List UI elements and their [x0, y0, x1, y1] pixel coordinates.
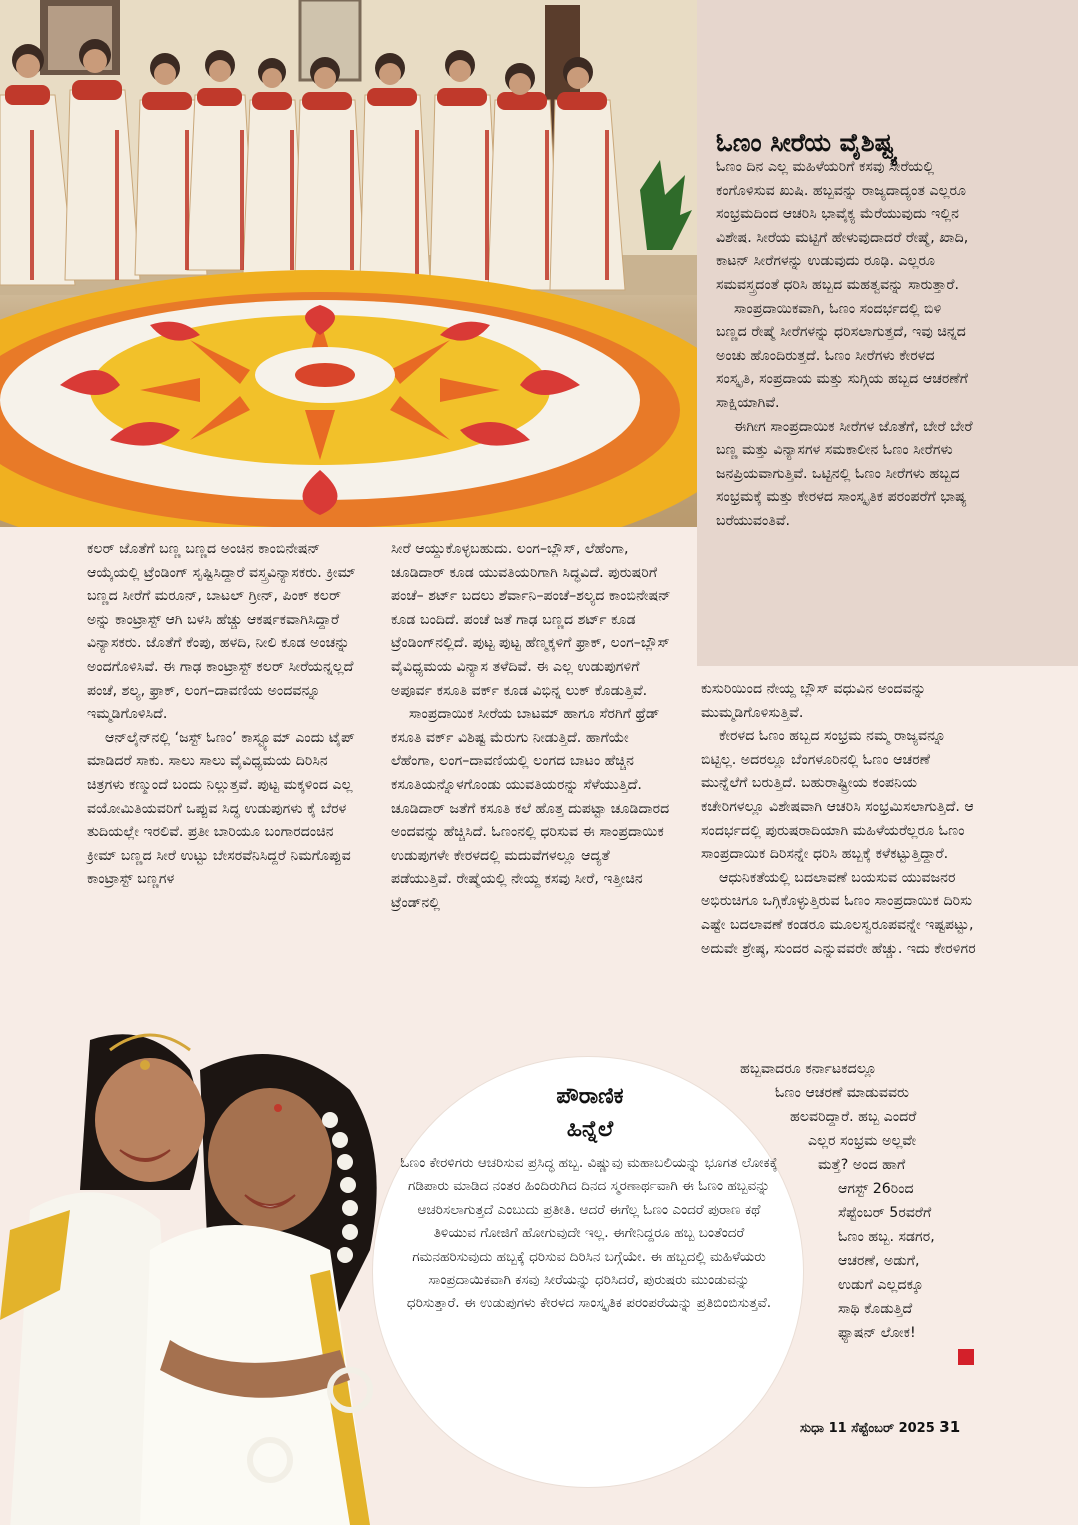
article-paragraph: ಆನ್‌ಲೈನ್‌ನಲ್ಲಿ ‘ಜಸ್ಟ್ ಓಣಂ’ ಕಾಸ್ಟ್ಯೂಮ್ ಎಂದು ಟೈಪ್ ಮಾಡಿದರೆ ಸಾಕು. ಸಾಲು ಸಾಲು ವೈವಿಧ್ಯಮಯ ದಿರಿಸಿನ ಚಿತ್ರಗಳು ಕಣ್ಮುಂದೆ ಬಂದು ನಿಲ್ಲುತ್ತವೆ. ಪುಟ್ಟ ಮಕ್ಕಳಿಂದ ಎಲ್ಲ ವಯೋಮಿತಿಯವರಿಗೆ ಒಪ್ಪುವ ಸಿದ್ಧ ಉಡುಪುಗಳು ಕೈ ಬೆರಳ ತುದಿಯಲ್ಲೇ ಇರಲಿವೆ. ಪ್ರತೀ ಬಾರಿಯೂ ಬಂಗಾರದಂಚಿನ ಕ್ರೀಮ್ ಬಣ್ಣದ ಸೀರೆ ಉಟ್ಟು ಬೇಸರವೆನಿಸಿದ್ದರೆ ನಿಮಗೊಪ್ಪುವ ಕಾಂಟ್ರಾಸ್ಟ್ ಬಣ್ಣಗಳ	[87, 729, 355, 888]
magazine-name: ಸುಧಾ	[800, 1421, 825, 1436]
article-paragraph: ಆಧುನಿಕತೆಯಲ್ಲಿ ಬದಲಾವಣೆ ಬಯಸುವ ಯುವಜನರ ಅಭಿರುಚಿಗೂ ಒಗ್ಗಿಕೊಳ್ಳುತ್ತಿರುವ ಓಣಂ ಸಾಂಪ್ರದಾಯಿಕ ದಿರಿಸು ಎಷ್ಟೇ ಬದಲಾವಣೆ ಕಂಡರೂ ಮೂಲಸ್ವರೂಪವನ್ನೇ ಇಷ್ಟಪಟ್ಟು, ಅದುವೇ ಶ್ರೇಷ್ಠ, ಸುಂದರ ಎನ್ನುವವರೇ ಹೆಚ್ಚು. ಇದು ಕೇರಳಿಗರ	[701, 869, 976, 957]
article-paragraph: ಕೇರಳದ ಓಣಂ ಹಬ್ಬದ ಸಂಭ್ರಮ ನಮ್ಮ ರಾಜ್ಯವನ್ನೂ ಬಿಟ್ಟಿಲ್ಲ. ಅದರಲ್ಲೂ ಬೆಂಗಳೂರಿನಲ್ಲಿ ಓಣಂ ಆಚರಣೆ ಮುನ್ನೆಲೆಗೆ ಬರುತ್ತಿದೆ. ಬಹುರಾಷ್ಟ್ರೀಯ ಕಂಪನಿಯ ಕಚೇರಿಗಳಲ್ಲೂ ವಿಶೇಷವಾಗಿ ಆಚರಿಸಿ ಸಂಭ್ರಮಿಸಲಾಗುತ್ತಿದೆ. ಆ ಸಂದರ್ಭದಲ್ಲಿ ಪುರುಷರಾದಿಯಾಗಿ ಮಹಿಳೆಯರೆಲ್ಲರೂ ಓಣಂ ಸಾಂಪ್ರದಾಯಿಕ ದಿರಿಸನ್ನೇ ಧರಿಸಿ ಹಬ್ಬಕ್ಕೆ ಕಳೆಕಟ್ಟುತ್ತಿದ್ದಾರೆ.	[701, 728, 974, 863]
article-column-1	[87, 538, 362, 892]
article-line: ಫ್ಯಾಷನ್ ಲೋಕ!	[838, 1325, 916, 1341]
page-footer	[800, 1418, 960, 1436]
article-line: ಆಗಸ್ಟ್ 26ರಿಂದ	[838, 1181, 914, 1197]
article-line: ಹಲವರಿದ್ದಾರೆ. ಹಬ್ಬ ಎಂದರೆ	[790, 1109, 917, 1125]
article-paragraph: ಸಾಂಪ್ರದಾಯಿಕ ಸೀರೆಯ ಬಾಟಮ್ ಹಾಗೂ ಸೆರಗಿಗೆ ಥ್ರೆಡ್ ಕಸೂತಿ ವರ್ಕ್ ವಿಶಿಷ್ಟ ಮೆರುಗು ನೀಡುತ್ತಿದೆ. ಹಾಗೆಯೇ ಲೆಹೆಂಗಾ, ಲಂಗ–ದಾವಣಿಯಲ್ಲಿ ಲಂಗದ ಬಾಟಂ ಹೆಚ್ಚಿನ ಕಸೂತಿಯನ್ನೊಳಗೊಂಡು ಯುವತಿಯರನ್ನು ಸೆಳೆಯುತ್ತಿದೆ. ಚೂಡಿದಾರ್ ಜತೆಗೆ ಕಸೂತಿ ಕಲೆ ಹೊತ್ತ ದುಪಟ್ಟಾ ಚೂಡಿದಾರದ ಅಂದವನ್ನು ಹೆಚ್ಚಿಸಿದೆ. ಓಣಂನಲ್ಲಿ ಧರಿಸುವ ಈ ಸಾಂಪ್ರದಾಯಿಕ ಉಡುಪುಗಳೇ ಕೇರಳದಲ್ಲಿ ಮದುವೆಗಳಲ್ಲೂ ಆದ್ಯತೆ ಪಡೆಯುತ್ತಿವೆ. ರೇಷ್ಮೆಯಲ್ಲಿ ನೇಯ್ದ ಕಸವು ಸೀರೆ, ಇತ್ತೀಚಿನ ಟ್ರೆಂಡ್‌ನಲ್ಲಿ	[391, 706, 670, 911]
box-body: ಓಣಂ ಕೇರಳಿಗರು ಆಚರಿಸುವ ಪ್ರಸಿದ್ಧ ಹಬ್ಬ. ವಿಷ್ಣುವು ಮಹಾಬಲಿಯನ್ನು ಭೂಗತ ಲೋಕಕ್ಕೆ ಗಡಿಪಾರು ಮಾಡಿದ ನಂತರ ಹಿಂದಿರುಗಿದ ದಿನದ ಸ್ಮರಣಾರ್ಥವಾಗಿ ಈ ಓಣಂ ಹಬ್ಬವನ್ನು ಆಚರಿಸಲಾಗುತ್ತದೆ ಎಂಬುದು ಪ್ರತೀತಿ. ಆದರೆ ಈಗೆಲ್ಲ ಓಣಂ ಎಂದರೆ ಪುರಾಣ ಕಥೆ ತಿಳಿಯುವ ಗೋಜಿಗೆ ಹೋಗುವುದೇ ಇಲ್ಲ. ಈಗೇನಿದ್ದರೂ ಹಬ್ಬ ಬಂತೆಂದರೆ ಗಮನಹರಿಸುವುದು ಹಬ್ಬಕ್ಕೆ ಧರಿಸುವ ದಿರಿಸಿನ ಬಗ್ಗೆಯೇ. ಈ ಹಬ್ಬದಲ್ಲಿ ಮಹಿಳೆಯರು ಸಾಂಪ್ರದಾಯಿಕವಾಗಿ ಕಸವು ಸೀರೆಯನ್ನು ಧರಿಸಿದರೆ, ಪುರುಷರು ಮುಂಡುವನ್ನು ಧರಿಸುತ್ತಾರೆ. ಈ ಉಡುಪುಗಳು ಕೇರಳದ ಸಾಂಸ್ಕೃತಿಕ ಪರಂಪರೆಯನ್ನು ಪ್ರತಿಬಿಂಬಿಸುತ್ತವೆ.	[400, 1155, 778, 1312]
sidebar-paragraph: ಸಾಂಪ್ರದಾಯಿಕವಾಗಿ, ಓಣಂ ಸಂದರ್ಭದಲ್ಲಿ ಬಿಳಿ ಬಣ್ಣದ ರೇಷ್ಮೆ ಸೀರೆಗಳನ್ನು ಧರಿಸಲಾಗುತ್ತದೆ, ಇವು ಚಿನ್ನದ ಅಂಚು ಹೊಂದಿರುತ್ತದೆ. ಓಣಂ ಸೀರೆಗಳು ಕೇರಳದ ಸಂಸ್ಕೃತಿ, ಸಂಪ್ರದಾಯ ಮತ್ತು ಸುಗ್ಗಿಯ ಹಬ್ಬದ ಆಚರಣೆಗೆ ಸಾಕ್ಷಿಯಾಗಿವೆ.	[716, 300, 968, 411]
end-marker	[958, 1349, 974, 1365]
sidebar-body	[716, 156, 976, 534]
box-title-line: ಪೌರಾಣಿಕ	[556, 1083, 624, 1109]
photo-illustration	[0, 0, 697, 527]
article-column-2	[391, 538, 671, 916]
box-title-line: ಹಿನ್ನೆಲೆ	[566, 1116, 614, 1142]
article-line: ಹಬ್ಬವಾದರೂ ಕರ್ನಾಟಕದಲ್ಲೂ	[740, 1061, 877, 1077]
article-paragraph: ಕುಸುರಿಯಿಂದ ನೇಯ್ದ ಬ್ಲೌಸ್ ವಧುವಿನ ಅಂದವನ್ನು ಮುಮ್ಮಡಿಗೊಳಿಸುತ್ತಿವೆ.	[701, 681, 927, 721]
article-paragraph: ಕಲರ್ ಜೊತೆಗೆ ಬಣ್ಣ ಬಣ್ಣದ ಅಂಚಿನ ಕಾಂಬಿನೇಷನ್ ಆಯ್ಕೆಯಲ್ಲಿ ಟ್ರೆಂಡಿಂಗ್ ಸೃಷ್ಟಿಸಿದ್ದಾರೆ ವಸ್ತ್ರವಿನ್ಯಾಸಕರು. ಕ್ರೀಮ್ ಬಣ್ಣದ ಸೀರೆಗೆ ಮರೂನ್, ಬಾಟಲ್ ಗ್ರೀನ್, ಪಿಂಕ್ ಕಲರ್ ಅನ್ನು ಕಾಂಟ್ರಾಸ್ಟ್ ಆಗಿ ಬಳಸಿ ಹೆಚ್ಚು ಆಕರ್ಷಕವಾಗಿಸಿದ್ದಾರೆ ವಿನ್ಯಾಸಕರು. ಜೊತೆಗೆ ಕೆಂಪು, ಹಳದಿ, ನೀಲಿ ಕೂಡ ಅಂಚನ್ನು ಅಂದಗೊಳಿಸಿವೆ. ಈ ಗಾಢ ಕಾಂಟ್ರಾಸ್ಟ್ ಕಲರ್ ಸೀರೆಯನ್ನಲ್ಲದೆ ಪಂಚೆ, ಶಲ್ಯ, ಫ್ರಾಕ್, ಲಂಗ–ದಾವಣಿಯ ಅಂದವನ್ನೂ ಇಮ್ಮಡಿಗೊಳಿಸಿದೆ.	[87, 541, 356, 723]
box-title	[440, 1080, 740, 1146]
article-paragraph: ಸೀರೆ ಆಯ್ದುಕೊಳ್ಳಬಹುದು. ಲಂಗ–ಬ್ಲೌಸ್, ಲೆಹೆಂಗಾ, ಚೂಡಿದಾರ್ ಕೂಡ ಯುವತಿಯರಿಗಾಗಿ ಸಿದ್ಧವಿದೆ. ಪುರುಷರಿಗೆ ಪಂಚೆ– ಶರ್ಟ್ ಬದಲು ಶೆರ್ವಾನಿ–ಪಂಚೆ–ಶಲ್ಯದ ಕಾಂಬಿನೇಷನ್ ಕೂಡ ಬಂದಿದೆ. ಪಂಚೆ ಜತೆ ಗಾಢ ಬಣ್ಣದ ಶರ್ಟ್ ಕೂಡ ಟ್ರೆಂಡಿಂಗ್‌ನಲ್ಲಿದೆ. ಪುಟ್ಟ ಪುಟ್ಟ ಹೆಣ್ಮಕ್ಕಳಿಗೆ ಫ್ರಾಕ್, ಲಂಗ–ಬ್ಲೌಸ್ ವೈವಿಧ್ಯಮಯ ವಿನ್ಯಾಸ ತಳೆದಿವೆ. ಈ ಎಲ್ಲ ಉಡುಪುಗಳಿಗೆ ಅಪೂರ್ವ ಕಸೂತಿ ವರ್ಕ್ ಕೂಡ ವಿಭಿನ್ನ ಲುಕ್ ಕೊಡುತ್ತಿವೆ.	[391, 541, 671, 699]
article-line: ಆಚರಣೆ, ಅಡುಗೆ,	[838, 1253, 920, 1269]
article-line: ಉಡುಗೆ ಎಲ್ಲದಕ್ಕೂ	[838, 1277, 924, 1293]
sidebar-heading: ಓಣಂ ಸೀರೆಯ ವೈಶಿಷ್ಟ್ಯ	[716, 128, 898, 157]
sidebar-paragraph: ಓಣಂ ದಿನ ಎಲ್ಲ ಮಹಿಳೆಯರಿಗೆ ಕಸವು ಸೀರೆಯಲ್ಲಿ ಕಂಗೊಳಿಸುವ ಖುಷಿ. ಹಬ್ಬವನ್ನು ರಾಜ್ಯದಾದ್ಯಂತ ಎಲ್ಲರೂ ಸಂಭ್ರಮದಿಂದ ಆಚರಿಸಿ ಭಾವೈಕ್ಯ ಮೆರೆಯುವುದು ಇಲ್ಲಿನ ವಿಶೇಷ. ಸೀರೆಯ ಮಟ್ಟಿಗೆ ಹೇಳುವುದಾದರೆ ರೇಷ್ಮೆ, ಖಾದಿ, ಕಾಟನ್ ಸೀರೆಗಳನ್ನು ಉಡುವುದು ರೂಢಿ. ಎಲ್ಲರೂ ಸಮವಸ್ತ್ರದಂತೆ ಧರಿಸಿ ಹಬ್ಬದ ಮಹತ್ವವನ್ನು ಸಾರುತ್ತಾರೆ.	[716, 159, 969, 293]
article-line: ಎಲ್ಲರ ಸಂಭ್ರಮ ಅಲ್ಲವೇ	[808, 1133, 917, 1149]
article-line: ಓಣಂ ಹಬ್ಬ. ಸಡಗರ,	[838, 1229, 935, 1245]
article-line: ಸಾಥಿ ಕೊಡುತ್ತಿದೆ	[838, 1301, 913, 1317]
article-line: ಮತ್ತೆ? ಅಂದ ಹಾಗೆ	[818, 1157, 906, 1173]
article-line: ಸೆಪ್ಟೆಂಬರ್ 5ರವರೆಗೆ	[838, 1205, 932, 1221]
issue-date: 11 ಸೆಪ್ಟೆಂಬರ್ 2025	[828, 1421, 935, 1436]
page-number: 31	[939, 1418, 961, 1436]
article-line: ಓಣಂ ಆಚರಣೆ ಮಾಡುವವರು	[775, 1085, 910, 1101]
onam-group-photo	[0, 0, 697, 527]
article-column-3	[701, 678, 976, 961]
sidebar-paragraph: ಈಗೀಗ ಸಾಂಪ್ರದಾಯಿಕ ಸೀರೆಗಳ ಜೊತೆಗೆ, ಬೇರೆ ಬೇರೆ ಬಣ್ಣ ಮತ್ತು ವಿನ್ಯಾಸಗಳ ಸಮಕಾಲೀನ ಓಣಂ ಸೀರೆಗಳು ಜನಪ್ರಿಯವಾಗುತ್ತಿವೆ. ಒಟ್ಟಿನಲ್ಲಿ ಓಣಂ ಸೀರೆಗಳು ಹಬ್ಬದ ಸಂಭ್ರಮಕ್ಕೆ ಮತ್ತು ಕೇರಳದ ಸಾಂಸ್ಕೃತಿಕ ಪರಂಪರೆಗೆ ಭಾಷ್ಯ ಬರೆಯುವಂತಿವೆ.	[716, 418, 973, 529]
